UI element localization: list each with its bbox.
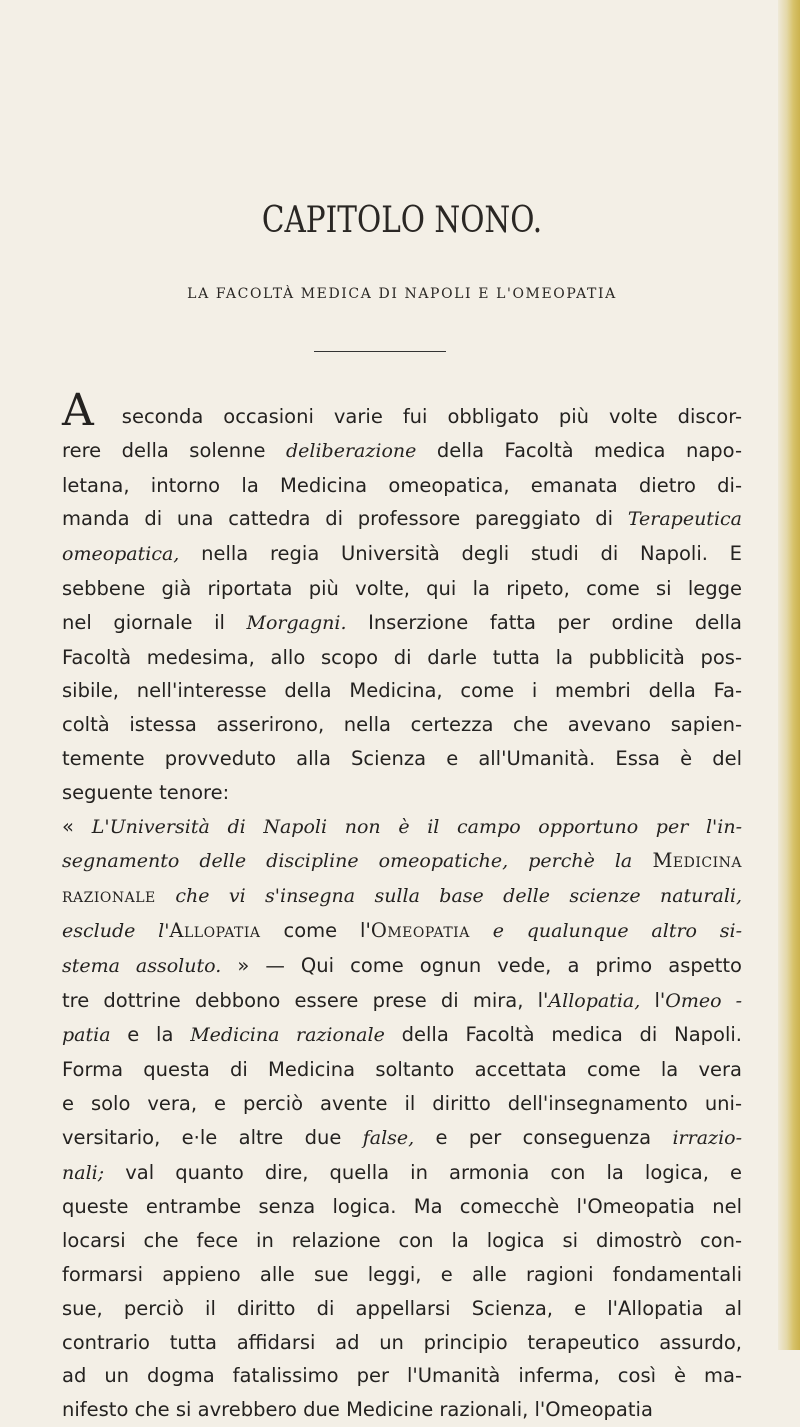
text-line <box>62 984 742 1019</box>
text-span: seguente tenore: <box>62 780 230 804</box>
text-span: queste entrambe senza logica. Ma comecchè l'Omeopatia nel <box>62 1195 742 1219</box>
drop-cap: A <box>62 385 94 436</box>
text-line <box>62 1121 742 1156</box>
text-line <box>62 844 742 879</box>
italic-text: L'Università di Napoli non è il campo opportuno per l'in- <box>91 815 742 838</box>
text-line <box>62 502 742 537</box>
chapter-subtitle: LA FACOLTÀ MEDICA DI NAPOLI E L'OMEOPATIA <box>187 286 617 302</box>
italic-text: Omeo - <box>665 989 742 1012</box>
text-line <box>62 1326 742 1360</box>
text-line <box>62 1018 742 1053</box>
text-line <box>62 879 742 914</box>
text-line <box>62 1258 742 1292</box>
text-line <box>62 1156 742 1191</box>
text-line <box>62 1393 742 1427</box>
text-span: seconda occasioni varie fui obbligato più volte discor- <box>101 405 742 428</box>
small-caps-text: razionale <box>62 884 156 908</box>
page-edge <box>778 0 800 1350</box>
italic-text: e qualunque altro si- <box>492 919 742 942</box>
text-line <box>62 810 742 845</box>
text-line <box>62 674 742 708</box>
text-line <box>62 434 742 469</box>
text-span: « <box>62 814 92 838</box>
text-span: val quanto dire, quella in armonia con la logica, e <box>104 1160 742 1184</box>
text-line <box>62 1190 742 1224</box>
text-span: Forma questa di Medicina soltanto accettata come la vera <box>62 1058 742 1082</box>
text-line <box>62 1359 742 1393</box>
chapter-title: CAPITOLO NONO. <box>261 200 543 241</box>
italic-text: segnamento delle discipline omeopatiche, perchè la <box>62 850 633 873</box>
text-span: l' <box>640 988 666 1012</box>
text-line <box>62 572 742 606</box>
text-span: e solo vera, e perciò avente il diritto dell'insegnamento uni- <box>62 1091 742 1115</box>
text-span: rere della solenne <box>62 438 286 462</box>
text-span: come l' <box>260 918 371 942</box>
text-span: nella regia Università degli studi di Napoli. E <box>179 542 742 566</box>
text-span: sebbene già riportata più volte, qui la ripeto, come si legge <box>62 576 742 600</box>
text-line <box>62 641 742 675</box>
small-caps-text: Medicina <box>652 849 742 873</box>
text-span: della Facoltà medica napo- <box>416 438 742 462</box>
text-span: sibile, nell'interesse della Medicina, come i membri della Fa- <box>62 679 742 703</box>
text-span: nifesto che si avrebbero due Medicine razionali, l'Omeopatia <box>62 1398 653 1422</box>
text-line <box>62 1087 742 1121</box>
text-line <box>62 1292 742 1326</box>
text-line <box>62 949 742 984</box>
text-line <box>62 708 742 742</box>
text-line <box>62 537 742 572</box>
text-span: tre dottrine debbono essere prese di mira, l' <box>62 988 549 1012</box>
text-line <box>62 1224 742 1258</box>
small-caps-text: Allopatia <box>169 918 261 942</box>
book-page <box>62 0 743 1422</box>
text-span: coltà istessa asserirono, nella certezza che avevano sapien- <box>62 713 742 737</box>
italic-text: false, <box>362 1126 415 1149</box>
italic-text: esclude l' <box>62 919 170 942</box>
text-span: Facoltà medesima, allo scopo di darle tutta la pubblicità pos- <box>62 645 742 669</box>
body-text <box>62 385 743 1427</box>
text-span: versitario, e·le altre due <box>62 1125 363 1149</box>
italic-text: che vi s'insegna sulla base delle scienze naturali, <box>175 885 743 908</box>
text-span: della Facoltà medica di Napoli. <box>384 1023 742 1047</box>
text-span: » — Qui come ognun vede, a primo aspetto <box>221 953 742 977</box>
italic-text: deliberazione <box>286 439 417 462</box>
text-line <box>62 776 742 810</box>
text-span: sue, perciò il diritto di appellarsi Scienza, e l'Allopatia al <box>62 1296 742 1320</box>
italic-text: Morgagni. <box>246 611 347 634</box>
text-line <box>62 742 742 776</box>
italic-text: stema assoluto. <box>62 954 222 977</box>
text-span <box>632 849 652 872</box>
text-line <box>62 1053 742 1087</box>
text-span: nel giornale il <box>62 610 247 634</box>
text-span: e per conseguenza <box>414 1125 673 1149</box>
text-span: contrario tutta affidarsi ad un principio terapeutico assurdo, <box>62 1330 742 1354</box>
text-line <box>62 606 742 641</box>
text-span: letana, intorno la Medicina omeopatica, emanata dietro di- <box>62 473 742 497</box>
italic-text: Medicina razionale <box>190 1024 385 1047</box>
italic-text: Terapeutica <box>627 508 742 531</box>
italic-text: Allopatia, <box>548 989 641 1012</box>
italic-text: omeopatica, <box>62 543 180 566</box>
italic-text: nali; <box>62 1161 105 1184</box>
text-span: Inserzione fatta per ordine della <box>346 610 742 634</box>
text-span: temente provveduto alla Scienza e all'Umanità. Essa è del <box>62 746 742 770</box>
text-line <box>62 469 742 503</box>
italic-text: irrazio- <box>672 1126 742 1149</box>
text-span <box>470 919 493 942</box>
text-line <box>62 914 742 949</box>
italic-text: patia <box>62 1024 111 1047</box>
text-span: ad un dogma fatalissimo per l'Umanità inferma, così è ma- <box>62 1364 742 1388</box>
small-caps-text: Omeopatia <box>370 918 470 942</box>
text-span: manda di una cattedra di professore pareggiato di <box>62 507 628 531</box>
text-span: locarsi che fece in relazione con la logica si dimostrò con- <box>62 1229 742 1253</box>
text-span: e la <box>110 1023 191 1047</box>
text-span: formarsi appieno alle sue leggi, e alle ragioni fondamentali <box>62 1262 742 1286</box>
text-line <box>62 385 742 436</box>
title-divider <box>314 351 446 352</box>
text-span <box>156 884 176 907</box>
